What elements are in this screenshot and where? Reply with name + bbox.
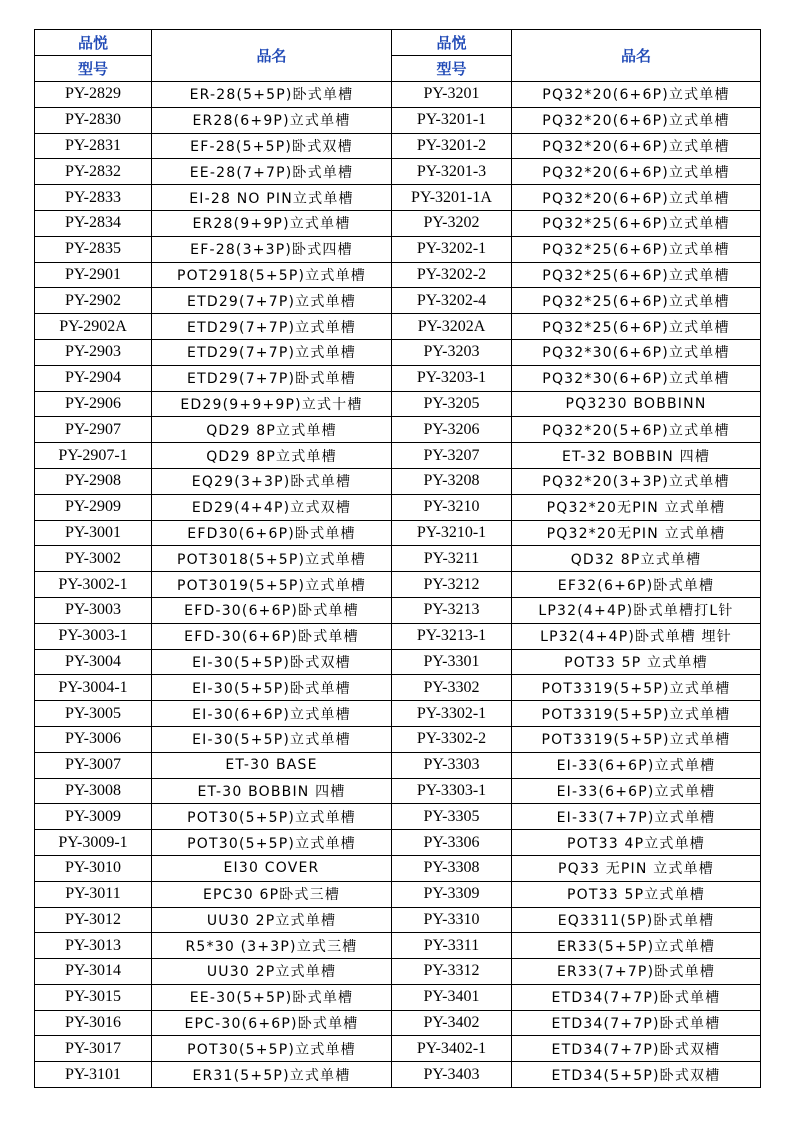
model-cell: PY-3013 bbox=[35, 933, 152, 959]
model-cell: PY-3011 bbox=[35, 881, 152, 907]
model-cell: PY-2835 bbox=[35, 236, 152, 262]
name-cell: POT3319(5+5P)立式单槽 bbox=[512, 726, 761, 752]
name-cell: ETD29(7+7P)立式单槽 bbox=[152, 339, 392, 365]
table-row bbox=[35, 830, 761, 856]
name-cell: POT33 4P立式单槽 bbox=[512, 830, 761, 856]
table-row bbox=[35, 210, 761, 236]
table-row bbox=[35, 236, 761, 262]
model-cell: PY-3016 bbox=[35, 1010, 152, 1036]
table-row bbox=[35, 494, 761, 520]
name-cell: EFD-30(6+6P)卧式单槽 bbox=[152, 623, 392, 649]
model-cell: PY-3201-3 bbox=[392, 159, 512, 185]
model-cell: PY-2904 bbox=[35, 365, 152, 391]
table-row bbox=[35, 262, 761, 288]
name-cell: PQ32*25(6+6P)立式单槽 bbox=[512, 262, 761, 288]
model-cell: PY-2909 bbox=[35, 494, 152, 520]
product-table bbox=[34, 29, 761, 1088]
model-cell: PY-3202-1 bbox=[392, 236, 512, 262]
model-cell: PY-3202-4 bbox=[392, 288, 512, 314]
name-cell: EI-33(6+6P)立式单槽 bbox=[512, 752, 761, 778]
model-cell: PY-3201 bbox=[392, 82, 512, 108]
model-cell: PY-3308 bbox=[392, 855, 512, 881]
model-cell: PY-3010 bbox=[35, 855, 152, 881]
model-cell: PY-2831 bbox=[35, 133, 152, 159]
model-cell: PY-3303-1 bbox=[392, 778, 512, 804]
model-cell: PY-2907-1 bbox=[35, 443, 152, 469]
name-cell: EPC30 6P卧式三槽 bbox=[152, 881, 392, 907]
name-cell: ETD34(7+7P)卧式单槽 bbox=[512, 1010, 761, 1036]
model-cell: PY-3009-1 bbox=[35, 830, 152, 856]
name-cell: PQ32*20(6+6P)立式单槽 bbox=[512, 133, 761, 159]
name-cell: ETD34(7+7P)卧式双槽 bbox=[512, 1036, 761, 1062]
table-row bbox=[35, 159, 761, 185]
model-cell: PY-3211 bbox=[392, 546, 512, 572]
table-row bbox=[35, 520, 761, 546]
name-cell: ED29(9+9+9P)立式十槽 bbox=[152, 391, 392, 417]
model-cell: PY-3201-2 bbox=[392, 133, 512, 159]
name-cell: EI-30(6+6P)立式单槽 bbox=[152, 701, 392, 727]
name-cell: EI30 COVER bbox=[152, 855, 392, 881]
name-cell: ET-30 BOBBIN 四槽 bbox=[152, 778, 392, 804]
table-row bbox=[35, 597, 761, 623]
table-row bbox=[35, 623, 761, 649]
model-cell: PY-3311 bbox=[392, 933, 512, 959]
table-row bbox=[35, 417, 761, 443]
table-row bbox=[35, 649, 761, 675]
name-cell: QD29 8P立式单槽 bbox=[152, 443, 392, 469]
model-cell: PY-2906 bbox=[35, 391, 152, 417]
table-row bbox=[35, 107, 761, 133]
name-cell: ER33(5+5P)立式单槽 bbox=[512, 933, 761, 959]
name-cell: QD29 8P立式单槽 bbox=[152, 417, 392, 443]
model-cell: PY-2901 bbox=[35, 262, 152, 288]
name-cell: R5*30 (3+3P)立式三槽 bbox=[152, 933, 392, 959]
model-cell: PY-3302-1 bbox=[392, 701, 512, 727]
model-cell: PY-3207 bbox=[392, 443, 512, 469]
model-cell: PY-3212 bbox=[392, 572, 512, 598]
name-cell: PQ32*20(6+6P)立式单槽 bbox=[512, 107, 761, 133]
name-cell: PQ32*20无PIN 立式单槽 bbox=[512, 520, 761, 546]
model-cell: PY-3312 bbox=[392, 959, 512, 985]
model-cell: PY-3015 bbox=[35, 984, 152, 1010]
table-row bbox=[35, 185, 761, 211]
name-cell: ER33(7+7P)卧式单槽 bbox=[512, 959, 761, 985]
table-row bbox=[35, 82, 761, 108]
model-cell: PY-3202 bbox=[392, 210, 512, 236]
name-cell: PQ32*20(5+6P)立式单槽 bbox=[512, 417, 761, 443]
name-cell: EFD30(6+6P)卧式单槽 bbox=[152, 520, 392, 546]
model-cell: PY-2830 bbox=[35, 107, 152, 133]
name-header-b: 品名 bbox=[512, 30, 761, 82]
table-row bbox=[35, 855, 761, 881]
name-cell: EI-30(5+5P)卧式双槽 bbox=[152, 649, 392, 675]
table-row bbox=[35, 701, 761, 727]
model-cell: PY-3004-1 bbox=[35, 675, 152, 701]
table-header bbox=[35, 30, 761, 82]
model-header-bottom-a: 型号 bbox=[35, 56, 152, 82]
model-cell: PY-3210 bbox=[392, 494, 512, 520]
model-cell: PY-2903 bbox=[35, 339, 152, 365]
model-cell: PY-2902 bbox=[35, 288, 152, 314]
name-cell: POT2918(5+5P)立式单槽 bbox=[152, 262, 392, 288]
table-row bbox=[35, 1036, 761, 1062]
model-cell: PY-3208 bbox=[392, 468, 512, 494]
model-cell: PY-3202-2 bbox=[392, 262, 512, 288]
model-cell: PY-3001 bbox=[35, 520, 152, 546]
table-row bbox=[35, 933, 761, 959]
name-cell: ER28(9+9P)立式单槽 bbox=[152, 210, 392, 236]
name-cell: ET-30 BASE bbox=[152, 752, 392, 778]
table-row bbox=[35, 546, 761, 572]
name-cell: ER28(6+9P)立式单槽 bbox=[152, 107, 392, 133]
name-cell: PQ32*20(6+6P)立式单槽 bbox=[512, 159, 761, 185]
name-cell: LP32(4+4P)卧式单槽打L针 bbox=[512, 597, 761, 623]
table-row bbox=[35, 726, 761, 752]
model-cell: PY-3403 bbox=[392, 1062, 512, 1088]
name-cell: POT33 5P 立式单槽 bbox=[512, 649, 761, 675]
model-cell: PY-3008 bbox=[35, 778, 152, 804]
table-row bbox=[35, 804, 761, 830]
name-cell: POT3319(5+5P)立式单槽 bbox=[512, 701, 761, 727]
model-cell: PY-3205 bbox=[392, 391, 512, 417]
model-cell: PY-3303 bbox=[392, 752, 512, 778]
name-cell: POT33 5P立式单槽 bbox=[512, 881, 761, 907]
name-cell: PQ32*30(6+6P)立式单槽 bbox=[512, 365, 761, 391]
model-cell: PY-3206 bbox=[392, 417, 512, 443]
model-cell: PY-3014 bbox=[35, 959, 152, 985]
table-row bbox=[35, 391, 761, 417]
name-cell: EI-33(7+7P)立式单槽 bbox=[512, 804, 761, 830]
model-cell: PY-3213-1 bbox=[392, 623, 512, 649]
name-cell: PQ32*20无PIN 立式单槽 bbox=[512, 494, 761, 520]
model-cell: PY-3004 bbox=[35, 649, 152, 675]
table-row bbox=[35, 778, 761, 804]
name-cell: PQ32*25(6+6P)立式单槽 bbox=[512, 288, 761, 314]
model-cell: PY-3009 bbox=[35, 804, 152, 830]
table-row bbox=[35, 881, 761, 907]
name-cell: UU30 2P立式单槽 bbox=[152, 907, 392, 933]
name-cell: EI-28 NO PIN立式单槽 bbox=[152, 185, 392, 211]
name-cell: EFD-30(6+6P)卧式单槽 bbox=[152, 597, 392, 623]
name-cell: ER31(5+5P)立式单槽 bbox=[152, 1062, 392, 1088]
model-header-top-b: 品悦 bbox=[392, 30, 512, 56]
name-cell: QD32 8P立式单槽 bbox=[512, 546, 761, 572]
name-cell: EI-30(5+5P)卧式单槽 bbox=[152, 675, 392, 701]
name-cell: ETD29(7+7P)卧式单槽 bbox=[152, 365, 392, 391]
model-cell: PY-3401 bbox=[392, 984, 512, 1010]
table-row bbox=[35, 752, 761, 778]
name-cell: PQ32*25(6+6P)立式单槽 bbox=[512, 210, 761, 236]
name-cell: ED29(4+4P)立式双槽 bbox=[152, 494, 392, 520]
model-cell: PY-2829 bbox=[35, 82, 152, 108]
name-cell: EF32(6+6P)卧式单槽 bbox=[512, 572, 761, 598]
name-cell: ER-28(5+5P)卧式单槽 bbox=[152, 82, 392, 108]
model-cell: PY-3101 bbox=[35, 1062, 152, 1088]
model-cell: PY-2833 bbox=[35, 185, 152, 211]
name-cell: POT3018(5+5P)立式单槽 bbox=[152, 546, 392, 572]
name-cell: EI-33(6+6P)立式单槽 bbox=[512, 778, 761, 804]
model-cell: PY-3301 bbox=[392, 649, 512, 675]
name-cell: POT30(5+5P)立式单槽 bbox=[152, 830, 392, 856]
name-cell: PQ32*25(6+6P)立式单槽 bbox=[512, 236, 761, 262]
name-cell: UU30 2P立式单槽 bbox=[152, 959, 392, 985]
table-row bbox=[35, 984, 761, 1010]
table-row bbox=[35, 443, 761, 469]
model-cell: PY-3402-1 bbox=[392, 1036, 512, 1062]
name-cell: PQ3230 BOBBINN bbox=[512, 391, 761, 417]
model-cell: PY-3309 bbox=[392, 881, 512, 907]
table-row bbox=[35, 1010, 761, 1036]
table-body bbox=[35, 82, 761, 1088]
name-cell: LP32(4+4P)卧式单槽 埋针 bbox=[512, 623, 761, 649]
name-cell: ETD29(7+7P)立式单槽 bbox=[152, 288, 392, 314]
table-row bbox=[35, 133, 761, 159]
name-cell: EI-30(5+5P)立式单槽 bbox=[152, 726, 392, 752]
model-cell: PY-2902A bbox=[35, 314, 152, 340]
name-cell: POT3019(5+5P)立式单槽 bbox=[152, 572, 392, 598]
name-cell: PQ32*20(3+3P)立式单槽 bbox=[512, 468, 761, 494]
name-cell: EE-30(5+5P)卧式单槽 bbox=[152, 984, 392, 1010]
name-cell: PQ32*30(6+6P)立式单槽 bbox=[512, 339, 761, 365]
model-cell: PY-3201-1A bbox=[392, 185, 512, 211]
table-row bbox=[35, 339, 761, 365]
table-row bbox=[35, 572, 761, 598]
model-cell: PY-2832 bbox=[35, 159, 152, 185]
model-cell: PY-3213 bbox=[392, 597, 512, 623]
model-header-top-a: 品悦 bbox=[35, 30, 152, 56]
name-cell: ETD34(5+5P)卧式双槽 bbox=[512, 1062, 761, 1088]
model-cell: PY-3002 bbox=[35, 546, 152, 572]
table-row bbox=[35, 675, 761, 701]
model-cell: PY-3012 bbox=[35, 907, 152, 933]
model-cell: PY-3005 bbox=[35, 701, 152, 727]
name-cell: PQ32*20(6+6P)立式单槽 bbox=[512, 185, 761, 211]
model-cell: PY-3302-2 bbox=[392, 726, 512, 752]
name-cell: EPC-30(6+6P)卧式单槽 bbox=[152, 1010, 392, 1036]
table-row bbox=[35, 288, 761, 314]
table-row bbox=[35, 1062, 761, 1088]
model-cell: PY-3305 bbox=[392, 804, 512, 830]
name-cell: EQ29(3+3P)卧式单槽 bbox=[152, 468, 392, 494]
name-cell: EQ3311(5P)卧式单槽 bbox=[512, 907, 761, 933]
model-cell: PY-3201-1 bbox=[392, 107, 512, 133]
name-cell: EF-28(3+3P)卧式四槽 bbox=[152, 236, 392, 262]
model-cell: PY-3002-1 bbox=[35, 572, 152, 598]
model-cell: PY-3003-1 bbox=[35, 623, 152, 649]
model-cell: PY-3203-1 bbox=[392, 365, 512, 391]
table-row bbox=[35, 468, 761, 494]
name-cell: EE-28(7+7P)卧式单槽 bbox=[152, 159, 392, 185]
model-cell: PY-2907 bbox=[35, 417, 152, 443]
name-cell: PQ32*25(6+6P)立式单槽 bbox=[512, 314, 761, 340]
name-cell: EF-28(5+5P)卧式双槽 bbox=[152, 133, 392, 159]
name-cell: ETD34(7+7P)卧式单槽 bbox=[512, 984, 761, 1010]
table-row bbox=[35, 314, 761, 340]
model-cell: PY-3003 bbox=[35, 597, 152, 623]
model-cell: PY-3006 bbox=[35, 726, 152, 752]
table-row bbox=[35, 907, 761, 933]
model-cell: PY-2908 bbox=[35, 468, 152, 494]
name-cell: POT30(5+5P)立式单槽 bbox=[152, 804, 392, 830]
name-cell: PQ32*20(6+6P)立式单槽 bbox=[512, 82, 761, 108]
model-cell: PY-3007 bbox=[35, 752, 152, 778]
table-row bbox=[35, 365, 761, 391]
name-cell: ETD29(7+7P)立式单槽 bbox=[152, 314, 392, 340]
model-cell: PY-2834 bbox=[35, 210, 152, 236]
model-cell: PY-3402 bbox=[392, 1010, 512, 1036]
model-cell: PY-3310 bbox=[392, 907, 512, 933]
name-header-a: 品名 bbox=[152, 30, 392, 82]
name-cell: POT3319(5+5P)立式单槽 bbox=[512, 675, 761, 701]
name-cell: PQ33 无PIN 立式单槽 bbox=[512, 855, 761, 881]
name-cell: POT30(5+5P)立式单槽 bbox=[152, 1036, 392, 1062]
table-row bbox=[35, 959, 761, 985]
model-cell: PY-3306 bbox=[392, 830, 512, 856]
model-cell: PY-3017 bbox=[35, 1036, 152, 1062]
name-cell: ET-32 BOBBIN 四槽 bbox=[512, 443, 761, 469]
model-cell: PY-3302 bbox=[392, 675, 512, 701]
model-cell: PY-3202A bbox=[392, 314, 512, 340]
model-header-bottom-b: 型号 bbox=[392, 56, 512, 82]
model-cell: PY-3210-1 bbox=[392, 520, 512, 546]
model-cell: PY-3203 bbox=[392, 339, 512, 365]
